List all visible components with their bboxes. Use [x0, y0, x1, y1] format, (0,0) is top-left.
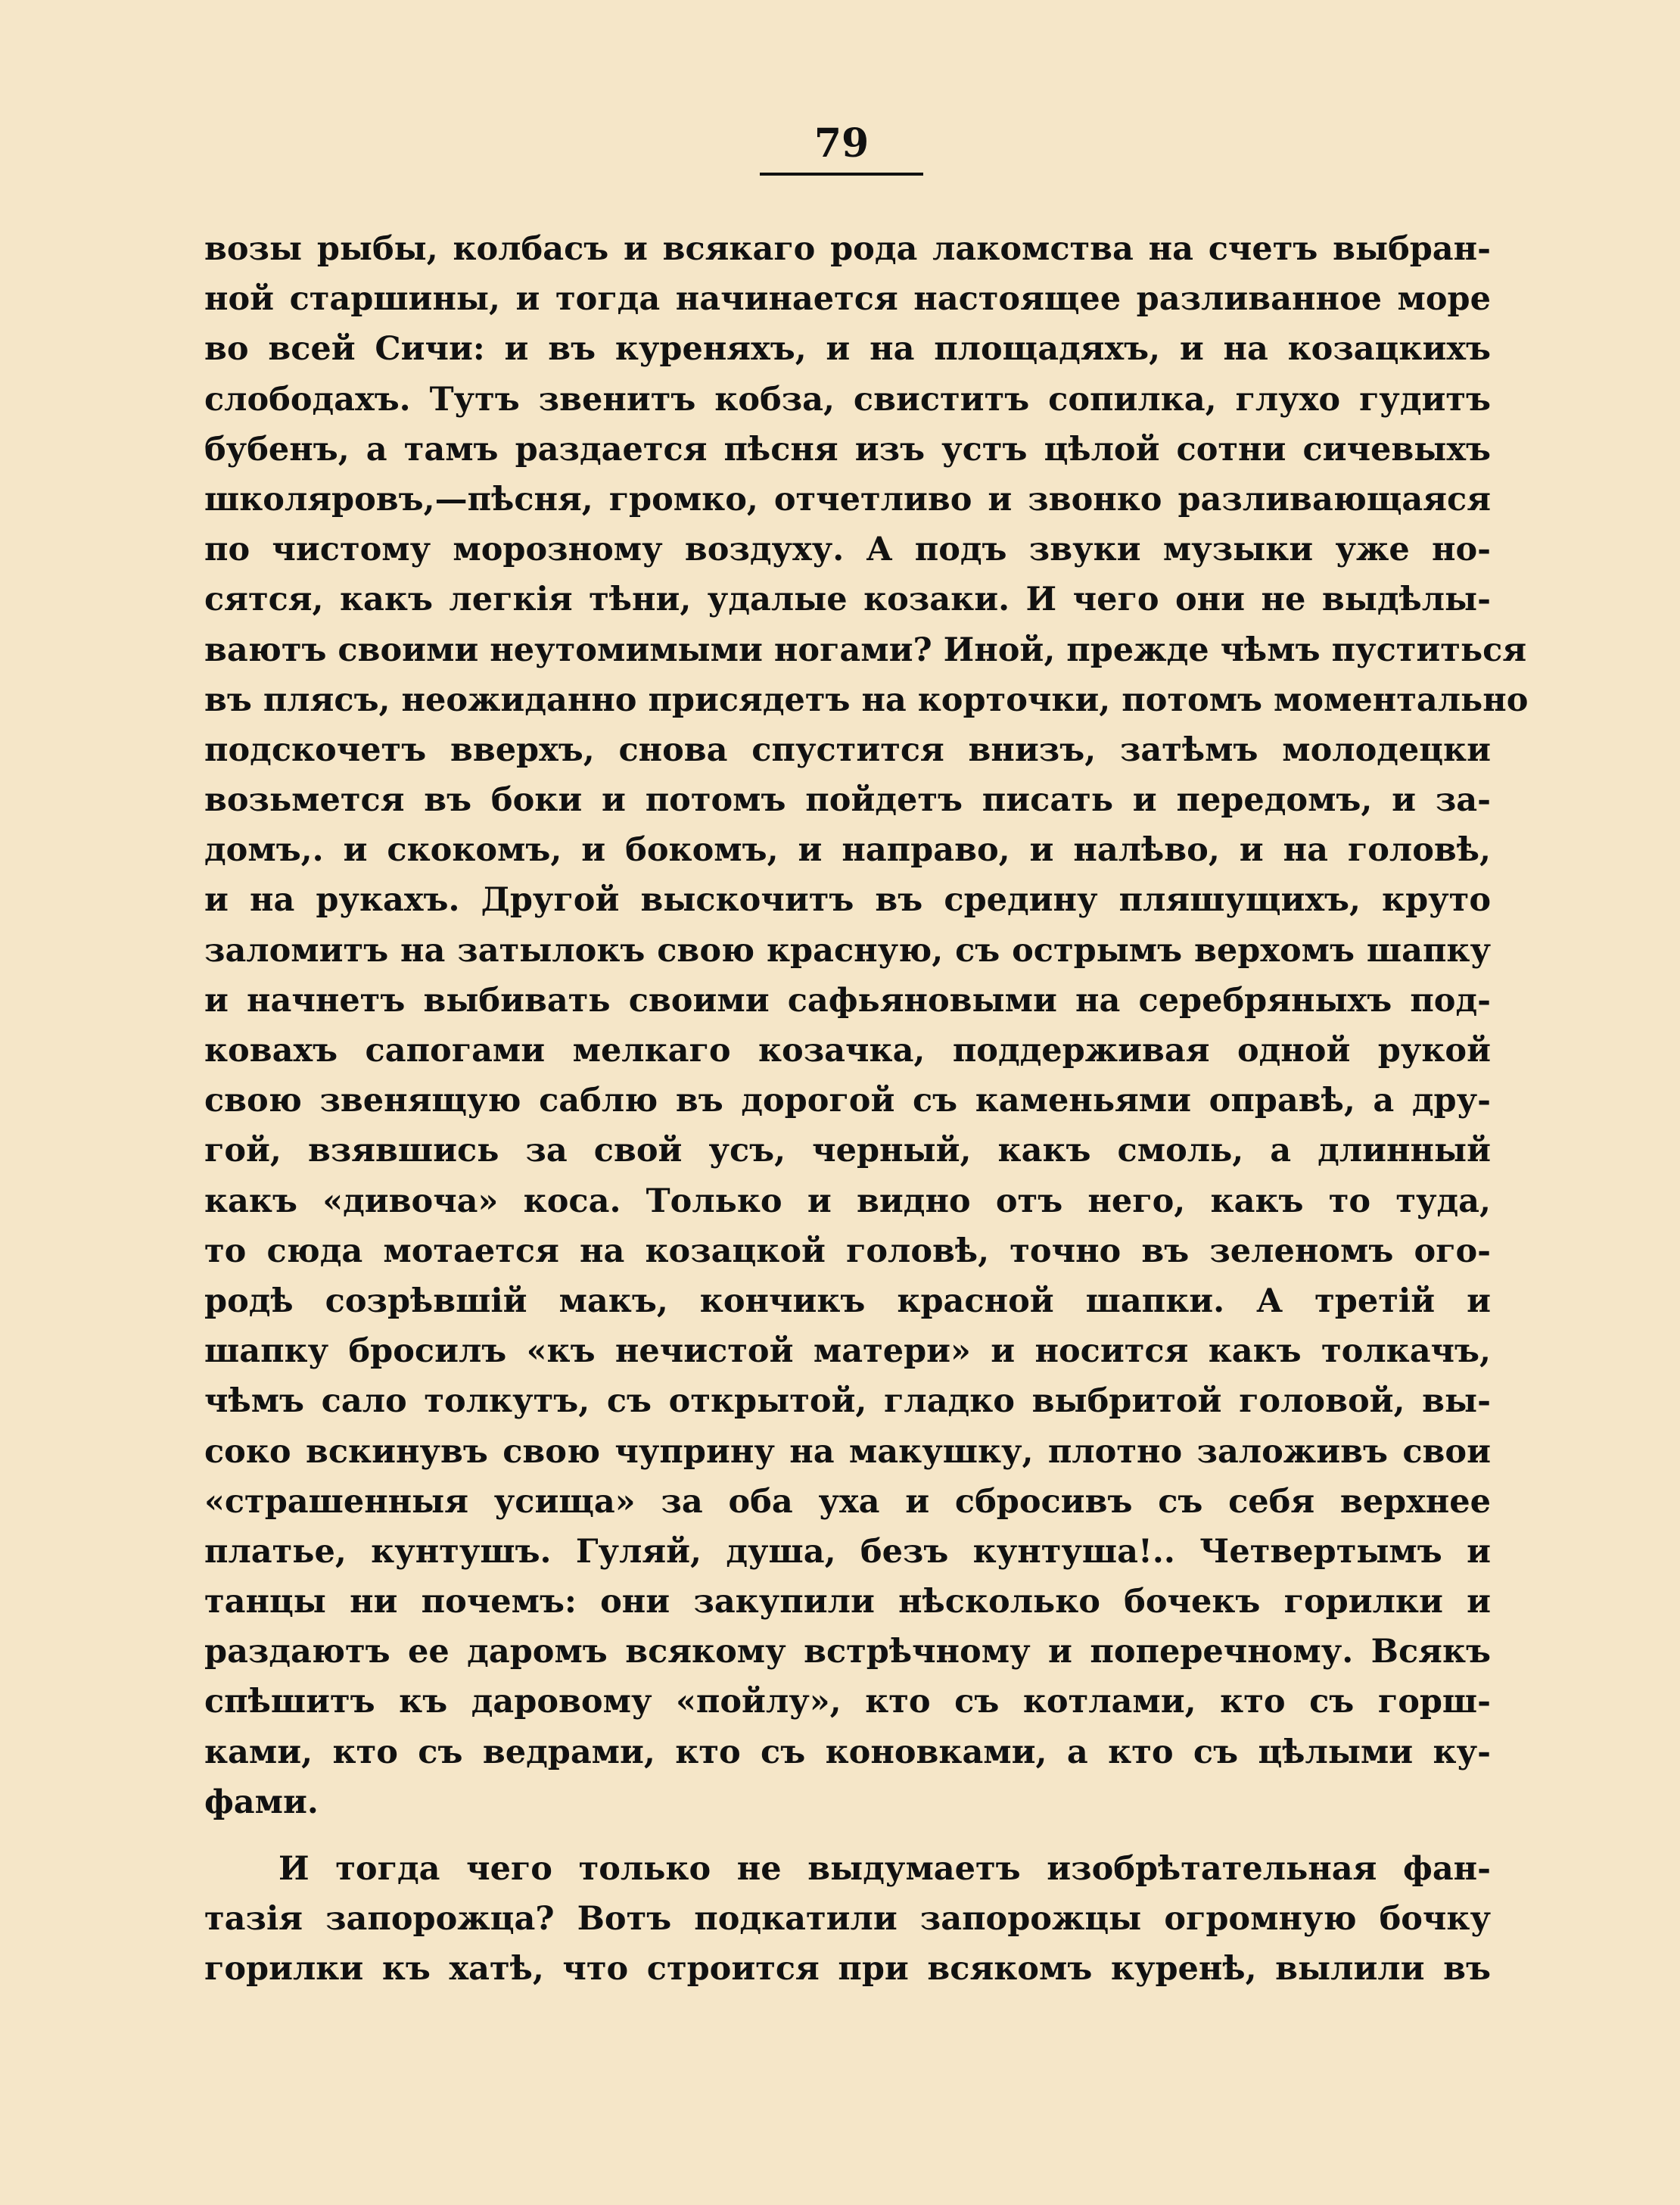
text-line: школяровъ,—пѣсня, громко, отчетливо и звонко разливающаяся	[204, 480, 1491, 519]
text-line: бубенъ, а тамъ раздается пѣсня изъ устъ цѣлой сотни сичевыхъ	[204, 430, 1491, 469]
text-line: горилки къ хатѣ, что строится при всякомъ куренѣ, вылили въ	[204, 1950, 1491, 1989]
page-number: 79	[814, 120, 870, 167]
text-line: шапку бросилъ «къ нечистой матери» и носится какъ толкачъ,	[204, 1332, 1491, 1371]
text-line: соко вскинувъ свою чуприну на макушку, плотно заложивъ свои	[204, 1432, 1491, 1471]
text-line: въ плясъ, неожиданно присядетъ на корточки, потомъ моментально	[204, 680, 1529, 719]
text-line: подскочетъ вверхъ, снова спустится внизъ, затѣмъ молодецки	[204, 730, 1491, 769]
text-line: сятся, какъ легкія тѣни, удалые козаки. И чего они не выдѣлы-	[204, 581, 1491, 619]
text-line: гой, взявшись за свой усъ, черный, какъ смоль, а длинный	[204, 1132, 1491, 1170]
text-line: ковахъ сапогами мелкаго козачка, поддерживая одной рукой	[204, 1032, 1491, 1070]
text-line: платье, кунтушъ. Гуляй, душа, безъ кунтуша!.. Четвертымъ и	[204, 1532, 1491, 1571]
paragraph-1	[204, 224, 1529, 1827]
text-line: домъ,. и скокомъ, и бокомъ, и направо, и налѣво, и на головѣ,	[204, 831, 1491, 870]
text-line: ной старшины, и тогда начинается настоящее разливанное море	[204, 280, 1491, 319]
paragraph-gap	[204, 1827, 1491, 1844]
text-line: во всей Сичи: и въ куреняхъ, и на площадяхъ, и на козацкихъ	[204, 330, 1491, 369]
text-line: танцы ни почемъ: они закупили нѣсколько бочекъ горилки и	[204, 1583, 1491, 1621]
text-line: «страшенныя усища» за оба уха и сбросивъ съ себя верхнее	[204, 1482, 1491, 1521]
text-line: ваютъ своими неутомимыми ногами? Иной, прежде чѣмъ пуститься	[204, 631, 1527, 669]
text-line: свою звенящую саблю въ дорогой съ каменьями оправѣ, а дру-	[204, 1082, 1491, 1120]
text-line: И тогда чего только не выдумаетъ изобрѣтательная фан-	[278, 1850, 1491, 1888]
text-line: ками, кто съ ведрами, кто съ коновками, а кто съ цѣлыми ку-	[204, 1733, 1491, 1771]
text-line: и на рукахъ. Другой выскочитъ въ средину пляшущихъ, круто	[204, 881, 1491, 920]
text-line: то сюда мотается на козацкой головѣ, точно въ зеленомъ ого-	[204, 1232, 1491, 1270]
text-line: какъ «дивоча» коса. Только и видно отъ него, какъ то туда,	[204, 1182, 1491, 1220]
text-line: фами.	[204, 1783, 319, 1821]
text-line: чѣмъ сало толкутъ, съ открытой, гладко выбритой головой, вы-	[204, 1382, 1491, 1421]
body-text	[204, 224, 1529, 1995]
page-number-rule	[760, 173, 923, 176]
text-line: возы рыбы, колбасъ и всякаго рода лакомства на счетъ выбран-	[204, 230, 1491, 268]
text-line: по чистому морозному воздуху. А подъ звуки музыки уже но-	[204, 531, 1491, 569]
paragraph-2	[204, 1844, 1491, 1995]
text-line: спѣшитъ къ даровому «пойлу», кто съ котлами, кто съ горш-	[204, 1683, 1491, 1721]
text-line: слободахъ. Тутъ звенитъ кобза, свиститъ сопилка, глухо гудитъ	[204, 380, 1491, 419]
text-line: тазія запорожца? Вотъ подкатили запорожцы огромную бочку	[204, 1900, 1491, 1939]
text-line: родѣ созрѣвшій макъ, кончикъ красной шапки. А третій и	[204, 1282, 1491, 1320]
text-line: возьмется въ боки и потомъ пойдетъ писать и передомъ, и за-	[204, 781, 1491, 820]
text-line: раздаютъ ее даромъ всякому встрѣчному и поперечному. Всякъ	[204, 1633, 1491, 1671]
text-line: и начнетъ выбивать своими сафьяновыми на серебряныхъ под-	[204, 981, 1491, 1020]
text-line: заломитъ на затылокъ свою красную, съ острымъ верхомъ шапку	[204, 931, 1491, 970]
